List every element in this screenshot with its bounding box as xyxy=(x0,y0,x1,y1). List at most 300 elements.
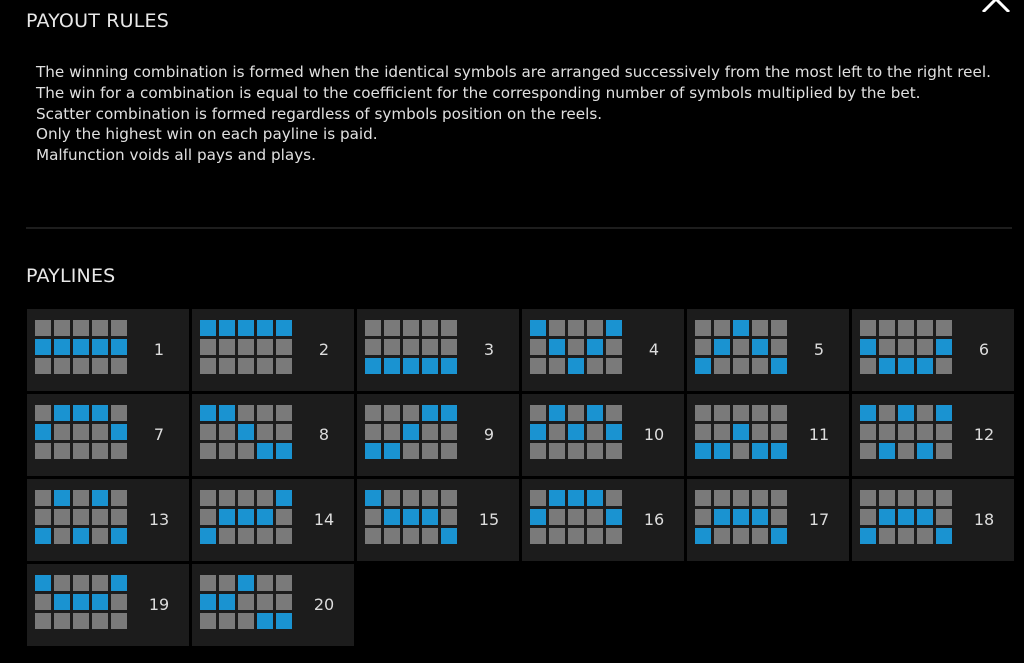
payline-cell xyxy=(238,594,254,610)
payline-cell xyxy=(35,405,51,421)
close-button[interactable] xyxy=(980,0,1014,12)
payline-cell-active xyxy=(733,509,749,525)
payline-cell-active xyxy=(422,358,438,374)
payline-cell-active xyxy=(219,320,235,336)
payline-cell xyxy=(276,339,292,355)
payline-cell xyxy=(73,358,89,374)
payline-cell xyxy=(35,490,51,506)
payline-cell-active xyxy=(733,424,749,440)
payline-cell xyxy=(917,320,933,336)
payline-cell xyxy=(587,358,603,374)
payline-cell xyxy=(92,320,108,336)
payline-cell-active xyxy=(403,424,419,440)
payline-pattern xyxy=(365,490,457,544)
payline-cell xyxy=(403,443,419,459)
payline-cell xyxy=(898,320,914,336)
payline-cell-active xyxy=(606,509,622,525)
payline-cell xyxy=(219,613,235,629)
payline-cell xyxy=(714,405,730,421)
payline-cell-active xyxy=(879,443,895,459)
payline-cell xyxy=(35,358,51,374)
payline-cell xyxy=(733,358,749,374)
payline-cell-active xyxy=(606,320,622,336)
payline-card-14[interactable] xyxy=(192,479,354,561)
payline-cell-active xyxy=(276,490,292,506)
payline-cell xyxy=(200,358,216,374)
payline-cell xyxy=(733,339,749,355)
payline-cell xyxy=(422,320,438,336)
payline-cell xyxy=(403,320,419,336)
payline-card-9[interactable] xyxy=(357,394,519,476)
payline-cell-active xyxy=(587,490,603,506)
payline-number: 15 xyxy=(478,510,500,529)
payline-cell xyxy=(917,490,933,506)
payline-pattern xyxy=(35,490,127,544)
payline-cell xyxy=(917,528,933,544)
payline-cell xyxy=(530,528,546,544)
payline-card-4[interactable] xyxy=(522,309,684,391)
payline-number: 13 xyxy=(148,510,170,529)
rule-line: The win for a combination is equal to the coefficient for the corresponding number of symbols multiplied by the bet. xyxy=(36,83,921,102)
payline-cell xyxy=(384,320,400,336)
payline-cell xyxy=(695,490,711,506)
paylines-title: PAYLINES xyxy=(26,265,116,287)
payline-cell xyxy=(752,405,768,421)
payline-cell-active xyxy=(219,405,235,421)
payline-cell xyxy=(219,443,235,459)
payline-cell xyxy=(73,509,89,525)
payline-cell xyxy=(238,528,254,544)
payline-cell xyxy=(200,509,216,525)
payline-number: 11 xyxy=(808,425,830,444)
payline-cell-active xyxy=(200,320,216,336)
payline-cell xyxy=(276,528,292,544)
payline-cell-active xyxy=(384,443,400,459)
payline-cell-active xyxy=(276,613,292,629)
payline-cell xyxy=(219,528,235,544)
payline-card-2[interactable] xyxy=(192,309,354,391)
payline-cell-active xyxy=(530,424,546,440)
payline-cell xyxy=(568,405,584,421)
payline-cell xyxy=(752,490,768,506)
payline-cell xyxy=(200,443,216,459)
payline-cell-active xyxy=(73,594,89,610)
payline-cell xyxy=(860,424,876,440)
payline-cell xyxy=(695,424,711,440)
payline-cell xyxy=(257,405,273,421)
payline-cell-active xyxy=(549,490,565,506)
payline-cell-active xyxy=(365,490,381,506)
payline-card-16[interactable] xyxy=(522,479,684,561)
payline-cell xyxy=(752,424,768,440)
payline-cell-active xyxy=(403,509,419,525)
payline-card-13[interactable] xyxy=(27,479,189,561)
payline-cell-active xyxy=(695,528,711,544)
payline-pattern xyxy=(35,405,127,459)
payline-cell xyxy=(568,339,584,355)
payline-cell-active xyxy=(917,443,933,459)
payline-cell-active xyxy=(73,405,89,421)
payline-cell xyxy=(276,424,292,440)
payline-card-15[interactable] xyxy=(357,479,519,561)
payline-card-20[interactable] xyxy=(192,564,354,646)
payline-cell-active xyxy=(714,509,730,525)
payline-cell-active xyxy=(530,509,546,525)
payline-number: 16 xyxy=(643,510,665,529)
payline-cell xyxy=(695,320,711,336)
payline-cell xyxy=(771,509,787,525)
payline-cell xyxy=(219,424,235,440)
payline-cell xyxy=(714,528,730,544)
payline-cell xyxy=(35,509,51,525)
payline-card-12[interactable] xyxy=(852,394,1014,476)
payline-cell-active xyxy=(238,320,254,336)
payline-cell-active xyxy=(714,443,730,459)
payline-cell xyxy=(606,358,622,374)
payline-cell xyxy=(54,575,70,591)
payline-number: 18 xyxy=(973,510,995,529)
payline-cell xyxy=(771,424,787,440)
payline-card-11[interactable] xyxy=(687,394,849,476)
payline-cell xyxy=(549,509,565,525)
payline-cell xyxy=(606,490,622,506)
payline-cell xyxy=(276,358,292,374)
payline-cell xyxy=(276,405,292,421)
payline-cell xyxy=(92,509,108,525)
payline-cell xyxy=(771,490,787,506)
payline-cell xyxy=(860,358,876,374)
payline-cell-active xyxy=(111,528,127,544)
payline-cell xyxy=(530,358,546,374)
payline-cell xyxy=(238,490,254,506)
payline-pattern xyxy=(860,320,952,374)
payline-cell-active xyxy=(606,424,622,440)
payline-cell-active xyxy=(714,339,730,355)
payline-number: 8 xyxy=(318,425,330,444)
payline-cell xyxy=(422,339,438,355)
payline-cell xyxy=(200,490,216,506)
payline-cell-active xyxy=(695,358,711,374)
payline-cell xyxy=(257,424,273,440)
payline-cell xyxy=(530,339,546,355)
payline-cell xyxy=(238,443,254,459)
payline-cell-active xyxy=(422,405,438,421)
payline-cell xyxy=(73,320,89,336)
payline-cell-active xyxy=(92,490,108,506)
payline-cell-active xyxy=(257,443,273,459)
payline-cell-active xyxy=(35,528,51,544)
payline-cell-active xyxy=(403,358,419,374)
payline-pattern xyxy=(365,320,457,374)
payline-cell-active xyxy=(35,575,51,591)
payline-pattern xyxy=(35,575,127,629)
payline-cell xyxy=(35,613,51,629)
payline-cell xyxy=(384,405,400,421)
payline-cell xyxy=(879,320,895,336)
payline-cell-active xyxy=(879,509,895,525)
payline-cell-active xyxy=(898,358,914,374)
payline-cell-active xyxy=(422,509,438,525)
payline-cell-active xyxy=(695,443,711,459)
payline-cell-active xyxy=(200,405,216,421)
payline-cell xyxy=(422,443,438,459)
payline-cell xyxy=(714,358,730,374)
payline-cell xyxy=(898,528,914,544)
payline-cell xyxy=(695,339,711,355)
payline-cell xyxy=(54,424,70,440)
payline-cell xyxy=(714,424,730,440)
payline-cell xyxy=(917,339,933,355)
payline-cell-active xyxy=(73,528,89,544)
payline-cell-active xyxy=(365,443,381,459)
payline-cell xyxy=(276,594,292,610)
payline-cell xyxy=(257,490,273,506)
payline-cell xyxy=(238,339,254,355)
payline-cell xyxy=(549,443,565,459)
payline-cell xyxy=(111,490,127,506)
payline-cell xyxy=(879,528,895,544)
payline-cell-active xyxy=(860,339,876,355)
payline-pattern xyxy=(530,405,622,459)
payline-cell xyxy=(219,358,235,374)
payline-card-8[interactable] xyxy=(192,394,354,476)
payline-cell-active xyxy=(441,405,457,421)
payline-cell-active xyxy=(92,405,108,421)
payline-cell-active xyxy=(257,320,273,336)
payline-cell-active xyxy=(35,424,51,440)
payline-cell xyxy=(365,509,381,525)
payline-pattern xyxy=(860,405,952,459)
payline-cell-active xyxy=(549,339,565,355)
payline-cell-active xyxy=(238,424,254,440)
payline-cell xyxy=(879,424,895,440)
payline-cell xyxy=(111,358,127,374)
payline-cell-active xyxy=(276,443,292,459)
payline-cell xyxy=(73,613,89,629)
payline-pattern xyxy=(695,490,787,544)
payline-cell xyxy=(200,424,216,440)
payline-cell xyxy=(238,613,254,629)
payline-cell xyxy=(860,490,876,506)
payline-card-17[interactable] xyxy=(687,479,849,561)
payline-number: 7 xyxy=(153,425,165,444)
payline-cell xyxy=(219,575,235,591)
payline-cell-active xyxy=(936,405,952,421)
section-divider xyxy=(26,227,1012,229)
payline-cell xyxy=(73,443,89,459)
payline-cell xyxy=(568,443,584,459)
payline-cell-active xyxy=(568,490,584,506)
payline-number: 10 xyxy=(643,425,665,444)
payline-cell-active xyxy=(111,575,127,591)
payline-card-3[interactable] xyxy=(357,309,519,391)
payline-pattern xyxy=(200,575,292,629)
payline-cell xyxy=(403,405,419,421)
payline-cell xyxy=(73,424,89,440)
rule-line: Malfunction voids all pays and plays. xyxy=(36,146,316,165)
payline-cell-active xyxy=(771,443,787,459)
payline-cell-active xyxy=(54,405,70,421)
payline-cell xyxy=(898,490,914,506)
payline-cell-active xyxy=(219,509,235,525)
payline-cell xyxy=(35,320,51,336)
payline-cell xyxy=(365,528,381,544)
payline-cell-active xyxy=(936,528,952,544)
payline-cell-active xyxy=(860,528,876,544)
payline-cell xyxy=(606,339,622,355)
payline-cell xyxy=(441,339,457,355)
payline-cell xyxy=(568,528,584,544)
payline-cell xyxy=(695,405,711,421)
payline-cell xyxy=(92,528,108,544)
payline-card-7[interactable] xyxy=(27,394,189,476)
payline-pattern xyxy=(695,320,787,374)
payline-cell xyxy=(587,424,603,440)
payline-cell-active xyxy=(54,339,70,355)
payline-pattern xyxy=(200,405,292,459)
payline-cell xyxy=(365,405,381,421)
payline-number: 3 xyxy=(483,340,495,359)
payline-card-19[interactable] xyxy=(27,564,189,646)
payline-cell xyxy=(200,339,216,355)
payline-cell xyxy=(35,594,51,610)
payline-cell-active xyxy=(860,405,876,421)
payline-cell xyxy=(733,405,749,421)
payline-cell xyxy=(752,320,768,336)
payline-cell xyxy=(530,443,546,459)
payline-cell xyxy=(111,613,127,629)
payline-cell xyxy=(771,320,787,336)
payline-cell xyxy=(73,575,89,591)
payline-cell-active xyxy=(530,320,546,336)
payline-cell xyxy=(365,320,381,336)
payline-cell-active xyxy=(384,509,400,525)
payline-cell xyxy=(73,490,89,506)
payline-cell xyxy=(422,528,438,544)
payline-cell xyxy=(879,405,895,421)
payline-cell xyxy=(365,339,381,355)
payline-cell xyxy=(54,509,70,525)
payline-card-10[interactable] xyxy=(522,394,684,476)
payline-cell xyxy=(606,443,622,459)
payline-cell-active xyxy=(54,594,70,610)
payline-number: 19 xyxy=(148,595,170,614)
payline-cell xyxy=(403,528,419,544)
payline-cell-active xyxy=(771,528,787,544)
payline-number: 5 xyxy=(813,340,825,359)
payline-number: 14 xyxy=(313,510,335,529)
payline-cell-active xyxy=(365,358,381,374)
payline-cell-active xyxy=(587,405,603,421)
payline-cell xyxy=(879,339,895,355)
payline-cell xyxy=(587,528,603,544)
payline-cell-active xyxy=(587,339,603,355)
payline-cell xyxy=(54,613,70,629)
payline-card-6[interactable] xyxy=(852,309,1014,391)
payline-cell-active xyxy=(917,358,933,374)
payline-cell xyxy=(54,528,70,544)
payline-cell xyxy=(422,424,438,440)
payline-cell xyxy=(549,358,565,374)
payline-number: 9 xyxy=(483,425,495,444)
payline-cell xyxy=(200,575,216,591)
payline-cell xyxy=(219,339,235,355)
payline-cell-active xyxy=(384,358,400,374)
payline-cell xyxy=(257,594,273,610)
payline-cell-active xyxy=(752,509,768,525)
payline-cell-active xyxy=(219,594,235,610)
payline-cell xyxy=(384,528,400,544)
payline-cell xyxy=(92,575,108,591)
payline-cell-active xyxy=(238,575,254,591)
payline-cell xyxy=(35,443,51,459)
payline-cell xyxy=(549,424,565,440)
payline-cell xyxy=(733,490,749,506)
payline-cell xyxy=(111,594,127,610)
payline-cell xyxy=(733,528,749,544)
payline-cell-active xyxy=(111,339,127,355)
payline-cell xyxy=(257,528,273,544)
payline-pattern xyxy=(530,320,622,374)
payline-number: 2 xyxy=(318,340,330,359)
payline-cell xyxy=(365,424,381,440)
payline-cell xyxy=(733,443,749,459)
payline-cell xyxy=(936,320,952,336)
payline-cell xyxy=(860,509,876,525)
payline-number: 1 xyxy=(153,340,165,359)
payline-cell xyxy=(54,320,70,336)
payline-cell xyxy=(587,443,603,459)
payline-number: 17 xyxy=(808,510,830,529)
payline-card-1[interactable] xyxy=(27,309,189,391)
payline-cell-active xyxy=(752,443,768,459)
payline-cell xyxy=(936,443,952,459)
payline-cell xyxy=(936,490,952,506)
payline-cell xyxy=(384,424,400,440)
payline-cell xyxy=(860,443,876,459)
payline-cell xyxy=(276,509,292,525)
payline-cell xyxy=(917,424,933,440)
payline-cell xyxy=(936,358,952,374)
payline-cell-active xyxy=(111,424,127,440)
payline-card-5[interactable] xyxy=(687,309,849,391)
rule-line: The winning combination is formed when the identical symbols are arranged successively from the most left to the right reel. xyxy=(36,63,991,81)
payline-cell xyxy=(384,339,400,355)
payline-cell xyxy=(111,443,127,459)
payout-rules-title: PAYOUT RULES xyxy=(26,10,169,32)
payline-cell xyxy=(860,320,876,336)
payline-number: 20 xyxy=(313,595,335,614)
payline-pattern xyxy=(200,490,292,544)
payline-cell xyxy=(92,424,108,440)
payline-card-18[interactable] xyxy=(852,479,1014,561)
payline-cell xyxy=(549,320,565,336)
payline-cell xyxy=(714,490,730,506)
paylines-grid xyxy=(27,309,1014,646)
payline-cell-active xyxy=(898,509,914,525)
payline-cell-active xyxy=(54,490,70,506)
payline-cell xyxy=(606,405,622,421)
close-icon xyxy=(980,0,1014,12)
payline-pattern xyxy=(35,320,127,374)
payline-cell xyxy=(403,490,419,506)
payline-cell xyxy=(257,575,273,591)
payline-pattern xyxy=(365,405,457,459)
payline-cell-active xyxy=(441,358,457,374)
payline-cell xyxy=(238,358,254,374)
payline-cell xyxy=(403,339,419,355)
payline-cell xyxy=(898,424,914,440)
